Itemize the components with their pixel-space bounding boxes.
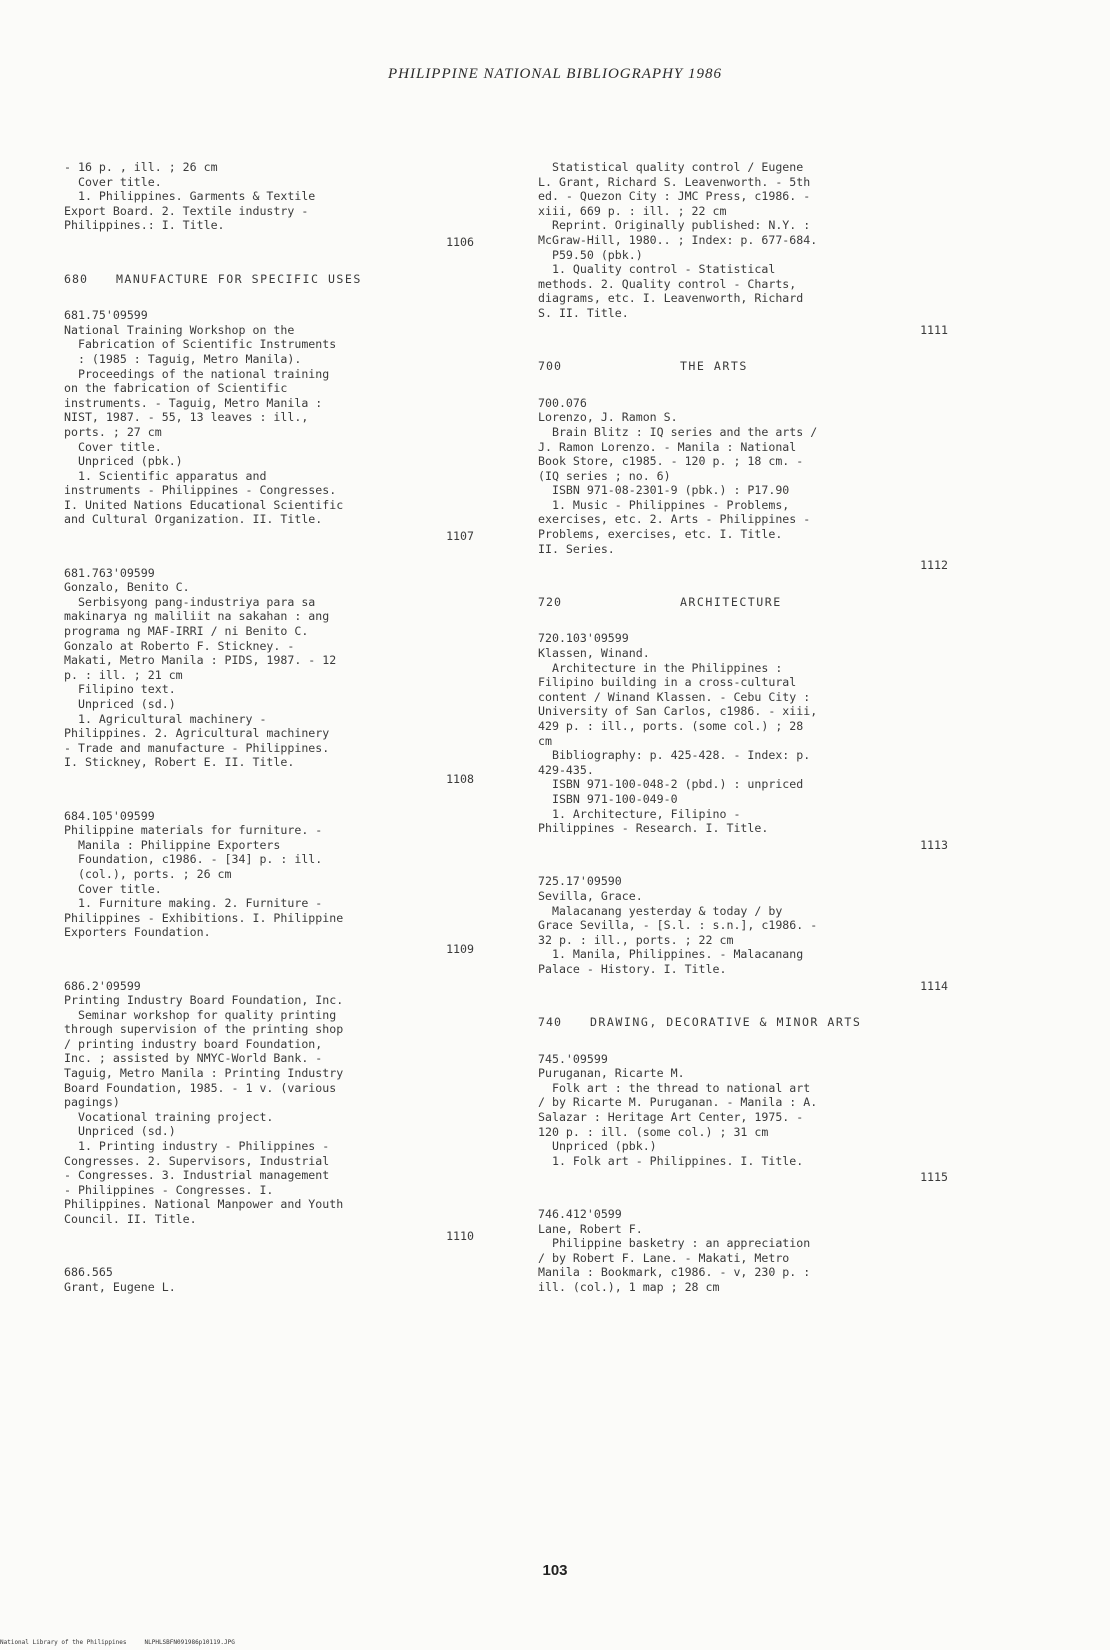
entry-line: and Cultural Organization. II. Title. [64, 512, 323, 527]
entry-line: / printing industry board Foundation, [64, 1036, 323, 1051]
entry-line: Unpriced (pbk.) [538, 1139, 657, 1154]
entry-line: Foundation, c1986. - [34] p. : ill. [64, 852, 323, 867]
entry-line: Unpriced (pbk.) [64, 454, 183, 469]
entry-line: Makati, Metro Manila : PIDS, 1987. - 12 [64, 653, 337, 668]
entry-line: 32 p. : ill., ports. ; 22 cm [538, 932, 734, 947]
entry-line: Cover title. [64, 881, 162, 896]
scan-footer: National Library of the Philippines NLPHLSBFN091986p10119.JPG [0, 1639, 235, 1646]
entry-line: - Trade and manufacture - Philippines. [64, 740, 330, 755]
entry-line: 1. Architecture, Filipino - [538, 806, 741, 821]
entry-line: Philippines. 2. Agricultural machinery [64, 726, 330, 741]
entry-line: Klassen, Winand. [538, 646, 650, 661]
entry-line: - Philippines - Congresses. I. [64, 1182, 274, 1197]
entry-line: P59.50 (pbk.) [538, 247, 643, 262]
entry-number: 1115 [920, 1170, 948, 1185]
entry-line: Board Foundation, 1985. - 1 v. (various [64, 1080, 337, 1095]
entry-line: Folk art : the thread to national art [538, 1080, 811, 1095]
entry-line: L. Grant, Richard S. Leavenworth. - 5th [538, 174, 811, 189]
entry-line: Gonzalo, Benito C. [64, 580, 190, 595]
bibliography-entry [64, 1265, 474, 1294]
entry-line: Puruganan, Ricarte M. [538, 1066, 685, 1081]
entry-line: 684.105'09599 [64, 808, 155, 823]
bibliography-entry [538, 1052, 948, 1185]
entry-line: Cover title. [64, 439, 162, 454]
entry-line: Book Store, c1985. - 120 p. ; 18 cm. - [538, 454, 804, 469]
entry-line: (IQ series ; no. 6) [538, 468, 671, 483]
entry-line: Manila : Bookmark, c1986. - v, 230 p. : [538, 1265, 811, 1280]
entry-line: Grant, Eugene L. [64, 1279, 176, 1294]
entry-line: NIST, 1987. - 55, 13 leaves : ill., [64, 410, 309, 425]
entry-line: S. II. Title. [538, 305, 629, 320]
entry-line: Brain Blitz : IQ series and the arts / [538, 424, 818, 439]
entry-line: Seminar workshop for quality printing [64, 1007, 337, 1022]
page-number: 103 [542, 1562, 568, 1579]
entry-line: : (1985 : Taguig, Metro Manila). [64, 351, 302, 366]
bibliography-entry [64, 308, 474, 544]
entry-line: ports. ; 27 cm [64, 424, 162, 439]
section-heading [64, 272, 474, 287]
section-title: MANUFACTURE FOR SPECIFIC USES [115, 271, 362, 286]
entry-number: 1113 [920, 837, 948, 852]
entry-line: on the fabrication of Scientific [64, 381, 288, 396]
entry-line: National Training Workshop on the [64, 322, 295, 337]
section-title: THE ARTS [679, 359, 748, 374]
entry-line: methods. 2. Quality control - Charts, [538, 276, 797, 291]
entry-line: Reprint. Originally published: N.Y. : [538, 218, 811, 233]
entry-line: Unpriced (sd.) [64, 697, 176, 711]
entry-line: Sevilla, Grace. [538, 888, 643, 903]
entry-line: Unpriced (sd.) [64, 1124, 176, 1139]
entry-line: I. Stickney, Robert E. II. Title. [64, 755, 295, 770]
page-header: PHILIPPINE NATIONAL BIBLIOGRAPHY 1986 [387, 66, 723, 82]
left-column [64, 160, 474, 1316]
entry-line: Lane, Robert F. [538, 1221, 643, 1236]
section-code: 700 [538, 359, 562, 374]
entry-line: - 16 p. , ill. ; 26 cm [64, 160, 218, 174]
entry-line: 681.763'09599 [64, 565, 155, 580]
entry-line: Philippine materials for furniture. - [64, 823, 323, 838]
entry-line: Cover title. [64, 174, 162, 189]
bibliography-entry [64, 979, 474, 1244]
entry-line: II. Series. [538, 541, 615, 556]
entry-line: 1. Manila, Philippines. - Malacanang [538, 947, 804, 962]
entry-line: exercises, etc. 2. Arts - Philippines - [538, 512, 811, 527]
entry-line: 429-435. [538, 762, 594, 777]
entry-line: 1. Quality control - Statistical [538, 262, 776, 277]
entry-line: instruments - Philippines - Congresses. [64, 483, 337, 498]
entry-line: instruments. - Taguig, Metro Manila : [64, 395, 323, 410]
entry-line: ed. - Quezon City : JMC Press, c1986. - [538, 189, 811, 204]
entry-line: 1. Philippines. Garments & Textile [64, 189, 316, 204]
bibliography-entry [538, 160, 948, 337]
entry-line: Grace Sevilla, - [S.l. : s.n.], c1986. - [538, 918, 818, 933]
entry-line: 1. Agricultural machinery - [64, 711, 267, 726]
entry-line: 1. Folk art - Philippines. I. Title. [538, 1153, 804, 1168]
entry-line: ill. (col.), 1 map ; 28 cm [538, 1280, 720, 1294]
entry-line: 746.412'0599 [538, 1207, 622, 1222]
section-title: DRAWING, DECORATIVE & MINOR ARTS [589, 1015, 862, 1030]
entry-line: Manila : Philippine Exporters [64, 837, 281, 852]
entry-line: cm [538, 733, 552, 748]
bibliography-entry [64, 566, 474, 787]
entry-line: 1. Scientific apparatus and [64, 468, 267, 483]
entry-line: Congresses. 2. Supervisors, Industrial [64, 1153, 330, 1168]
bibliography-entry [538, 631, 948, 852]
entry-line: Philippines.: I. Title. [64, 218, 225, 233]
entry-line: Export Board. 2. Textile industry - [64, 203, 309, 218]
section-code: 740 [538, 1015, 562, 1030]
section-title: ARCHITECTURE [679, 594, 782, 609]
entry-line: Palace - History. I. Title. [538, 961, 727, 976]
entry-line: I. United Nations Educational Scientific [64, 497, 344, 512]
entry-line: Council. II. Title. [64, 1212, 197, 1226]
entry-line: Exporters Foundation. [64, 925, 211, 940]
entry-line: 1. Printing industry - Philippines - [64, 1139, 330, 1154]
entry-line: Philippines - Exhibitions. I. Philippine [64, 910, 344, 925]
entry-line: Bibliography: p. 425-428. - Index: p. [538, 748, 811, 763]
entry-line: Filipino building in a cross-cultural [538, 675, 797, 690]
entry-line: - Congresses. 3. Industrial management [64, 1168, 330, 1183]
entry-line: J. Ramon Lorenzo. - Manila : National [538, 439, 797, 454]
entry-line: 429 p. : ill., ports. (some col.) ; 28 [538, 719, 804, 733]
entry-line: 686.2'09599 [64, 978, 141, 993]
entry-line: Taguig, Metro Manila : Printing Industry [64, 1066, 344, 1081]
entry-line: pagings) [64, 1095, 120, 1110]
entry-line: programa ng MAF-IRRI / ni Benito C. [64, 624, 309, 639]
entry-number: 1112 [920, 558, 948, 573]
entry-line: Fabrication of Scientific Instruments [64, 337, 337, 352]
entry-line: Salazar : Heritage Art Center, 1975. - [538, 1110, 804, 1125]
entry-line: / by Robert F. Lane. - Makati, Metro [538, 1250, 790, 1265]
entry-line: ISBN 971-100-048-2 (pbd.) : unpriced [538, 777, 804, 792]
entry-line: Gonzalo at Roberto F. Stickney. - [64, 638, 295, 653]
bibliography-entry [538, 1207, 948, 1295]
bibliography-entry [538, 396, 948, 573]
entry-line: 720.103'09599 [538, 631, 629, 646]
entry-line: p. : ill. ; 21 cm [64, 667, 183, 682]
entry-number: 1108 [446, 771, 474, 786]
entry-line: (col.), ports. ; 26 cm [64, 866, 232, 881]
bibliography-entry [64, 160, 474, 250]
entry-line: McGraw-Hill, 1980.. ; Index: p. 677-684. [538, 232, 818, 247]
entry-line: / by Ricarte M. Puruganan. - Manila : A. [538, 1095, 818, 1110]
entry-line: diagrams, etc. I. Leavenworth, Richard [538, 291, 804, 306]
section-heading [538, 359, 948, 374]
entry-number: 1111 [920, 322, 948, 337]
entry-line: University of San Carlos, c1986. - xiii, [538, 704, 818, 719]
entry-line: Proceedings of the national training [64, 366, 330, 381]
entry-line: 745.'09599 [538, 1051, 608, 1066]
section-code: 720 [538, 594, 562, 609]
entry-number: 1109 [446, 941, 474, 956]
entry-line: Philippine basketry : an appreciation [538, 1236, 811, 1251]
entry-line: Statistical quality control / Eugene [538, 160, 804, 174]
entry-line: xiii, 669 p. : ill. ; 22 cm [538, 203, 727, 218]
entry-line: 120 p. : ill. (some col.) ; 31 cm [538, 1124, 769, 1139]
entry-line: Filipino text. [64, 682, 176, 697]
entry-line: through supervision of the printing shop [64, 1022, 344, 1037]
section-heading [538, 595, 948, 610]
entry-line: Serbisyong pang-industriya para sa [64, 594, 316, 609]
entry-line: 1. Furniture making. 2. Furniture - [64, 896, 323, 911]
bibliography-entry [64, 809, 474, 957]
bibliography-entry [538, 874, 948, 993]
entry-line: Malacanang yesterday & today / by [538, 903, 783, 918]
entry-line: ISBN 971-08-2301-9 (pbk.) : P17.90 [538, 483, 790, 498]
entry-line: Printing Industry Board Foundation, Inc. [64, 993, 344, 1008]
entry-line: content / Winand Klassen. - Cebu City : [538, 689, 811, 704]
right-column [538, 160, 948, 1317]
section-heading [538, 1015, 948, 1030]
entry-line: 725.17'09590 [538, 874, 622, 889]
entry-line: Architecture in the Philippines : [538, 660, 783, 675]
entry-line: Inc. ; assisted by NMYC-World Bank. - [64, 1051, 323, 1066]
entry-number: 1106 [446, 234, 474, 249]
entry-line: Lorenzo, J. Ramon S. [538, 410, 678, 425]
entry-line: 1. Music - Philippines - Problems, [538, 497, 790, 512]
entry-line: makinarya ng maliliit na sakahan : ang [64, 609, 330, 624]
entry-line: Philippines. National Manpower and Youth [64, 1197, 344, 1212]
entry-number: 1114 [920, 978, 948, 993]
entry-line: Problems, exercises, etc. I. Title. [538, 527, 783, 542]
section-code: 680 [64, 271, 88, 286]
entry-number: 1110 [446, 1228, 474, 1243]
entry-line: 681.75'09599 [64, 308, 148, 323]
entry-number: 1107 [446, 529, 474, 544]
entry-line: Vocational training project. [64, 1109, 274, 1124]
entry-line: Philippines - Research. I. Title. [538, 821, 769, 836]
entry-line: ISBN 971-100-049-0 [538, 791, 678, 806]
entry-line: 686.565 [64, 1265, 113, 1280]
entry-line: 700.076 [538, 395, 587, 410]
